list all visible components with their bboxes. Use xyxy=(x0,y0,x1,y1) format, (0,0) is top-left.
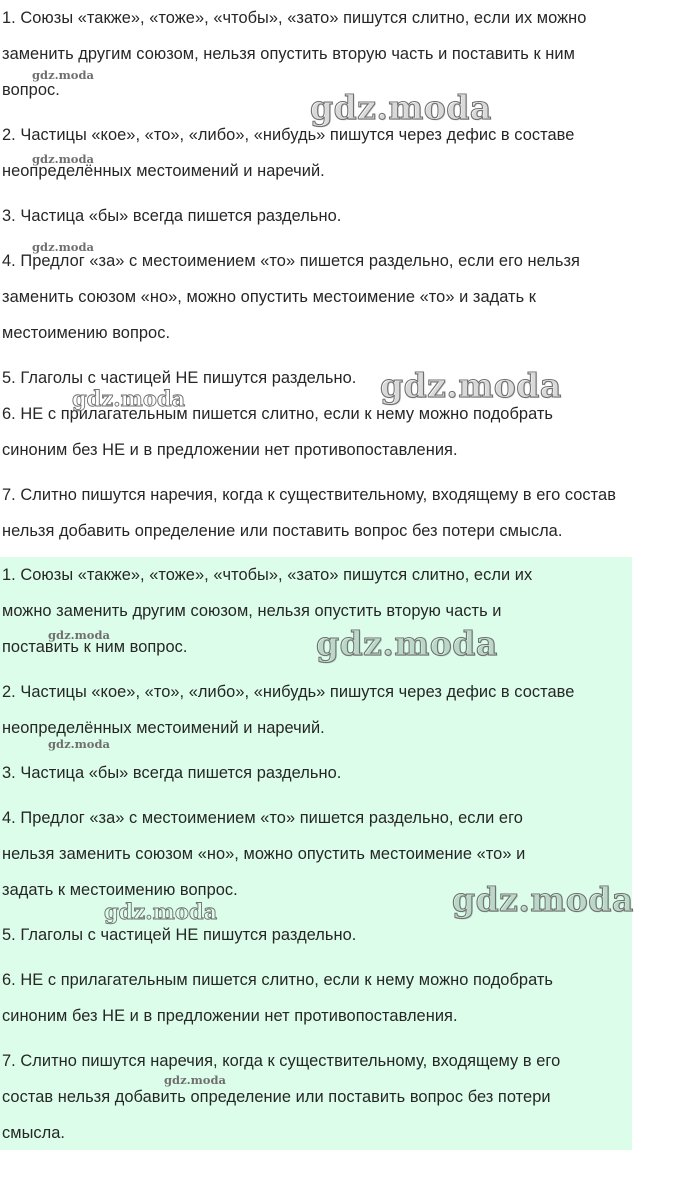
rule-item-5 xyxy=(0,360,680,396)
watermark: gdz.moda xyxy=(48,628,110,642)
text-line: 5. Глаголы с частицей НЕ пишутся раздельно. xyxy=(2,369,357,387)
watermark: gdz.moda xyxy=(32,152,94,166)
text-line: синоним без НЕ и в предложении нет противопоставления. xyxy=(2,441,458,459)
text-line: 4. Предлог «за» с местоимением «то» пишется раздельно, если его нельзя xyxy=(2,252,580,270)
answer-section-2 xyxy=(0,557,632,1150)
text-line: смысла. xyxy=(2,1124,66,1142)
text-line: 3. Частица «бы» всегда пишется раздельно. xyxy=(2,764,342,782)
rule-item-6 xyxy=(0,962,632,1034)
text-line: местоимению вопрос. xyxy=(2,324,171,342)
text-line: поставить к ним вопрос. xyxy=(2,638,188,656)
rule-item-3 xyxy=(0,755,632,791)
watermark: gdz.moda xyxy=(72,386,186,411)
rule-item-1 xyxy=(0,557,632,665)
text-line: 1. Союзы «также», «тоже», «чтобы», «зато» пишутся слитно, если их можно xyxy=(2,9,587,27)
text-line: нельзя заменить союзом «но», можно опустить местоимение «то» и xyxy=(2,845,526,863)
text-line: 3. Частица «бы» всегда пишется раздельно. xyxy=(2,207,342,225)
text-line: 7. Слитно пишутся наречия, когда к существительному, входящему в его xyxy=(2,1052,561,1070)
text-line: можно заменить другим союзом, нельзя опустить вторую часть и xyxy=(2,602,502,620)
text-line: 2. Частицы «кое», «то», «либо», «нибудь» пишутся через дефис в составе xyxy=(2,126,575,144)
text-line: 6. НЕ с прилагательным пишется слитно, если к нему можно подобрать xyxy=(2,971,554,989)
rule-item-6 xyxy=(0,396,680,468)
rule-item-4 xyxy=(0,800,632,908)
watermark: gdz.moda xyxy=(164,1073,226,1087)
rule-item-2 xyxy=(0,674,632,746)
text-line: 4. Предлог «за» с местоимением «то» пишется раздельно, если его xyxy=(2,809,523,827)
text-line: заменить союзом «но», можно опустить местоимение «то» и задать к xyxy=(2,288,537,306)
watermark: gdz.moda xyxy=(310,88,492,127)
answer-section-1 xyxy=(0,0,680,549)
rule-item-2 xyxy=(0,117,680,189)
rule-item-3 xyxy=(0,198,680,234)
watermark: gdz.moda xyxy=(48,737,110,751)
text-line: 5. Глаголы с частицей НЕ пишутся раздельно. xyxy=(2,926,357,944)
text-line: состав нельзя добавить определение или поставить вопрос без потери xyxy=(2,1088,551,1106)
watermark: gdz.moda xyxy=(32,240,94,254)
text-line: задать к местоимению вопрос. xyxy=(2,881,238,899)
text-line: нельзя добавить определение или поставить вопрос без потери смысла. xyxy=(2,522,563,540)
text-line: заменить другим союзом, нельзя опустить вторую часть и поставить к ним xyxy=(2,45,575,63)
text-line: 1. Союзы «также», «тоже», «чтобы», «зато» пишутся слитно, если их xyxy=(2,566,533,584)
text-line: неопределённых местоимений и наречий. xyxy=(2,162,325,180)
rule-item-7 xyxy=(0,477,680,549)
rule-item-4 xyxy=(0,243,680,351)
rule-item-7 xyxy=(0,1043,632,1151)
text-line: 2. Частицы «кое», «то», «либо», «нибудь» пишутся через дефис в составе xyxy=(2,683,575,701)
rule-item-5 xyxy=(0,917,632,953)
text-line: 7. Слитно пишутся наречия, когда к существительному, входящему в его состав xyxy=(2,486,616,504)
text-line: вопрос. xyxy=(2,81,60,99)
watermark: gdz.moda xyxy=(32,68,94,82)
watermark: gdz.moda xyxy=(380,366,562,405)
text-line: неопределённых местоимений и наречий. xyxy=(2,719,325,737)
text-line: 6. НЕ с прилагательным пишется слитно, если к нему можно подобрать xyxy=(2,405,554,423)
rule-item-1 xyxy=(0,0,680,108)
text-line: синоним без НЕ и в предложении нет противопоставления. xyxy=(2,1007,458,1025)
